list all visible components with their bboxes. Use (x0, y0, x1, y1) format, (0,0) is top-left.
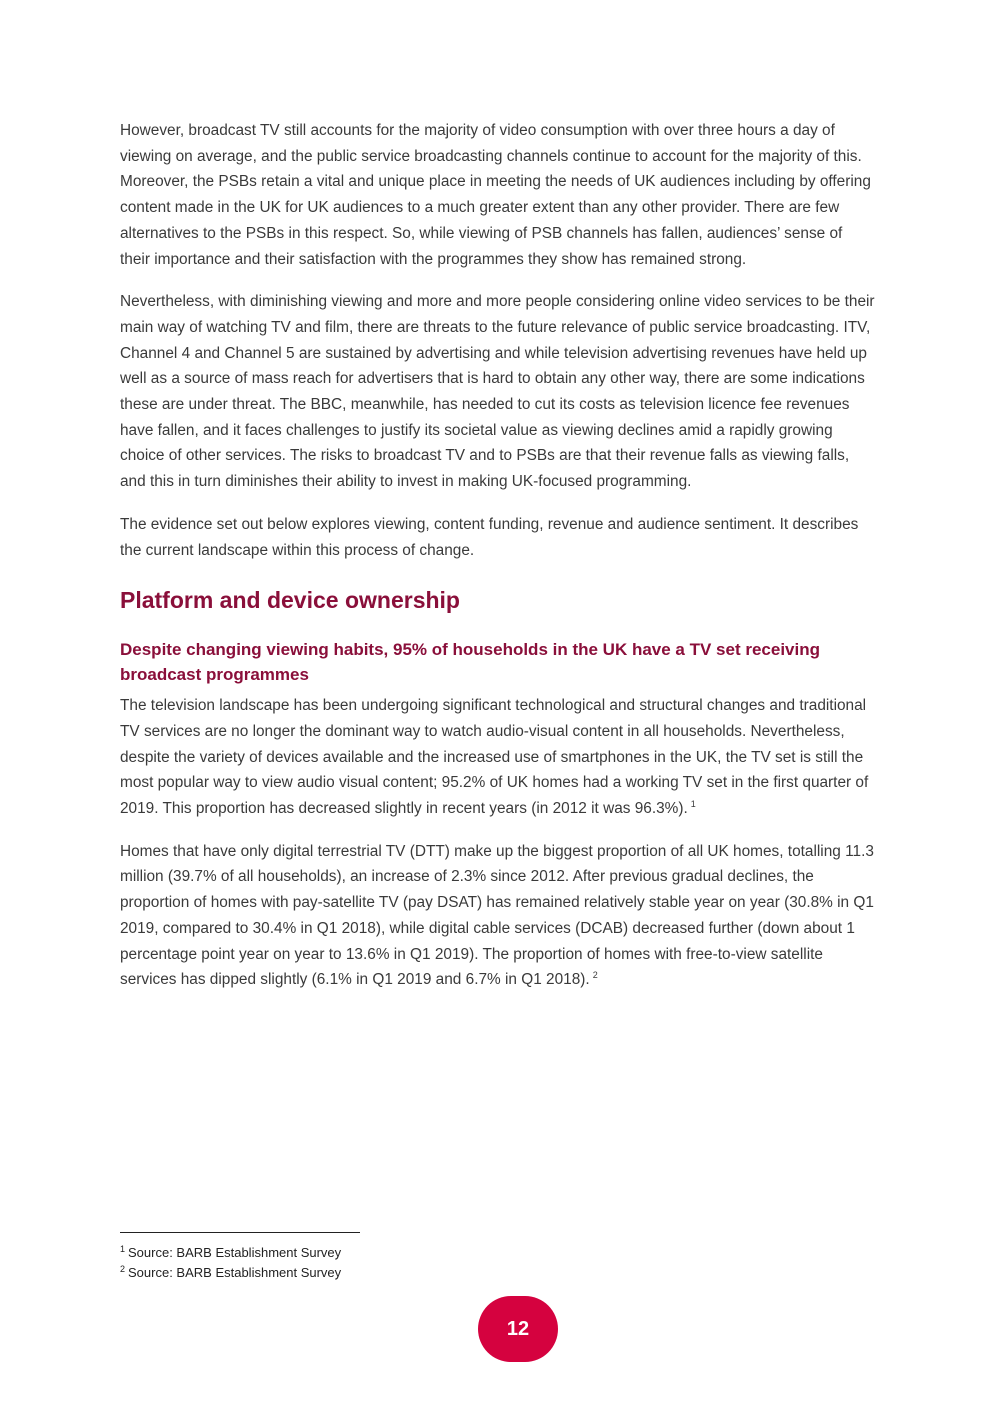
footnote-ref[interactable]: 2 (592, 970, 598, 981)
footnote (120, 1243, 341, 1263)
body-paragraph: However, broadcast TV still accounts for the majority of video consumption with over three hours a day of viewing on average, and the public service broadcasting channels continue to account for the majority of this. Moreover, the PSBs retain a vital and unique place in meeting the needs of UK audiences including by offering content made in the UK for UK audiences to a much greater extent than any other provider. There are few alternatives to the PSBs in this respect. So, while viewing of PSB channels has fallen, audiences’ sense of their importance and their satisfaction with the programmes they show has remained strong. (120, 122, 871, 268)
footnote-text: Source: BARB Establishment Survey (128, 1265, 342, 1280)
subheading: Despite changing viewing habits, 95% of households in the UK have a TV set receiving broadcast programmes (120, 640, 820, 685)
footnote (120, 1263, 341, 1283)
footnote-number: 1 (120, 1243, 126, 1254)
body-paragraph: The evidence set out below explores viewing, content funding, revenue and audience sentiment. It describes the current landscape within this process of change. (120, 515, 859, 559)
page-number-badge (478, 1296, 558, 1362)
paragraph-text: Homes that have only digital terrestrial TV (DTT) make up the biggest proportion of all UK homes, totalling 11.3 million (39.7% of all households), an increase of 2.3% since 2012. After previous gradual declines, the proportion of homes with pay-satellite TV (pay DSAT) has remained relatively stable year on year (30.8% in Q1 2019, compared to 30.4% in Q1 2018), while digital cable services (DCAB) decreased further (down about 1 percentage point year on year to 13.6% in Q1 2019). The proportion of homes with free-to-view satellite services has dipped slightly (6.1% in Q1 2019 and 6.7% in Q1 2018). (120, 842, 874, 989)
footnotes (120, 1243, 341, 1283)
body-paragraph (120, 693, 876, 822)
section-heading: Platform and device ownership (120, 587, 460, 614)
page-number: 12 (506, 1317, 530, 1340)
body-paragraph: Nevertheless, with diminishing viewing and more and more people considering online video services to be their main way of watching TV and film, there are threats to the future relevance of public service broadcasting. ITV, Channel 4 and Channel 5 are sustained by advertising and while television advertising revenues have held up well as a source of mass reach for advertisers that is hard to obtain any other way, there are some indications these are under threat. The BBC, meanwhile, has needed to cut its costs as television licence fee revenues have fallen, and it faces challenges to justify its societal value as viewing declines amid a rapidly growing choice of other services. The risks to broadcast TV and to PSBs are that their revenue falls as viewing falls, and this in turn diminishes their ability to invest in making UK-focused programming. (120, 293, 875, 491)
paragraph-text: The television landscape has been undergoing significant technological and structural changes and traditional TV services are no longer the dominant way to watch audio-visual content in all households. Nevertheless, despite the variety of devices available and the increased use of smartphones in the UK, the TV set is still the most popular way to view audio visual content; 95.2% of UK homes had a working TV set in the first quarter of 2019. This proportion has decreased slightly in recent years (in 2012 it was 96.3%). (120, 697, 869, 818)
footnote-divider (120, 1232, 360, 1233)
footnote-text: Source: BARB Establishment Survey (128, 1245, 342, 1260)
footnote-ref[interactable]: 1 (690, 798, 696, 809)
footnote-number: 2 (120, 1263, 126, 1274)
page-content (120, 118, 876, 1010)
body-paragraph (120, 839, 876, 993)
